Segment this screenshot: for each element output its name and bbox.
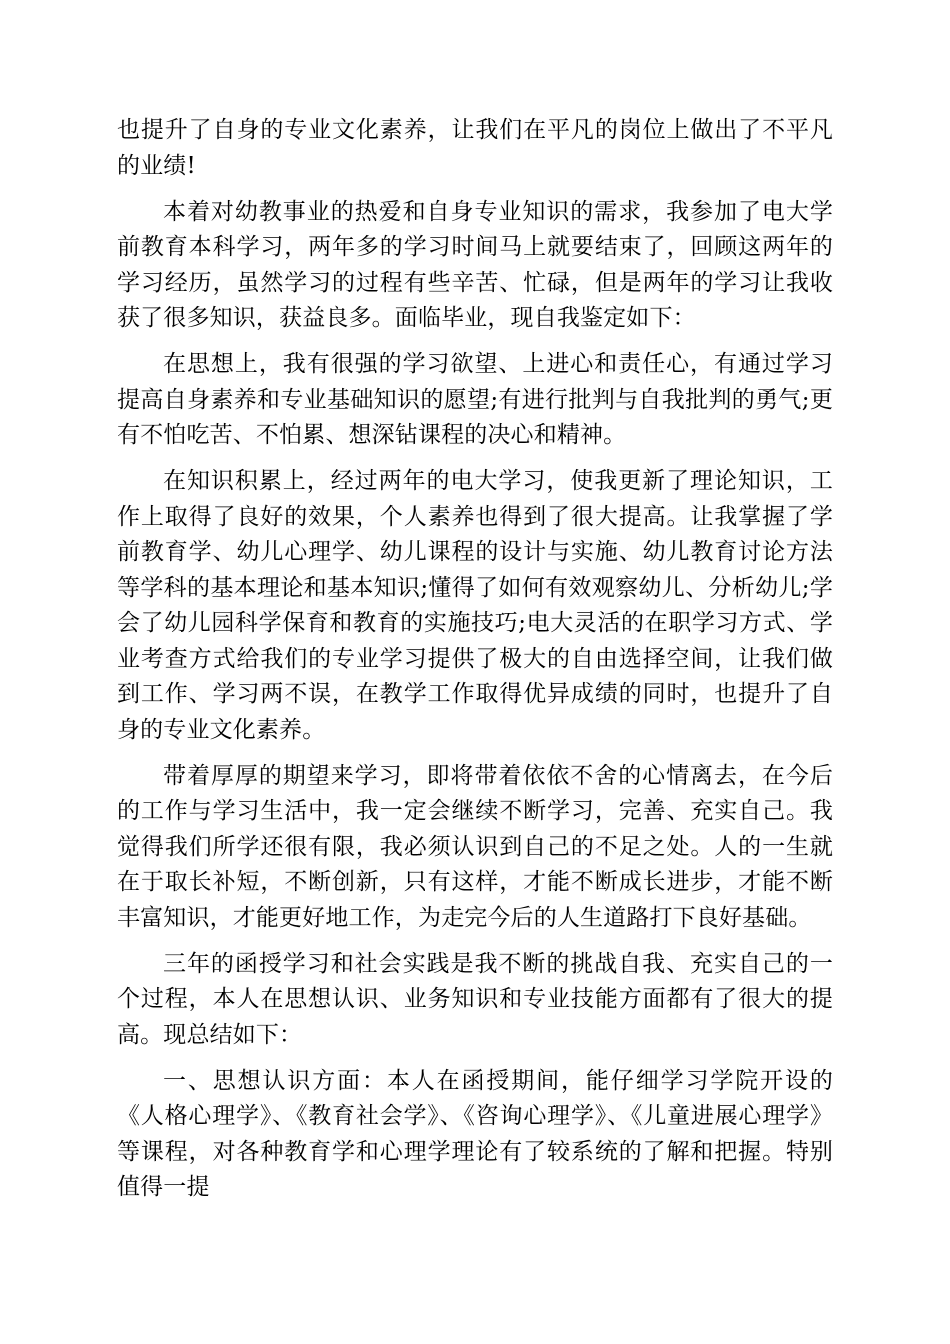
paragraph-continuation: 也提升了自身的专业文化素养，让我们在平凡的岗位上做出了不平凡的业绩! [117,117,833,179]
paragraph-thought: 在思想上，我有很强的学习欲望、上进心和责任心，有通过学习提高自身素养和专业基础知识的愿望;有进行批判与自我批判的勇气;更有不怕吃苦、不怕累、想深钻课程的决心和精神。 [117,351,833,448]
paragraph-knowledge: 在知识积累上，经过两年的电大学习，使我更新了理论知识，工作上取得了良好的效果，个人素养也得到了很大提高。让我掌握了学前教育学、幼儿心理学、幼儿课程的设计与实施、幼儿教育讨论方法等学科的基本理论和基本知识;懂得了如何有效观察幼儿、分析幼儿;学会了幼儿园科学保育和教育的实施技巧;电大灵活的在职学习方式、学业考查方式给我们的专业学习提供了极大的自由选择空间，让我们做到工作、学习两不误，在教学工作取得优异成绩的同时，也提升了自身的专业文化素养。 [117,468,833,743]
paragraph-intro: 本着对幼教事业的热爱和自身专业知识的需求，我参加了电大学前教育本科学习，两年多的学习时间马上就要结束了，回顾这两年的学习经历，虽然学习的过程有些辛苦、忙碌，但是两年的学习让我收获了很多知识，获益良多。面临毕业，现自我鉴定如下： [117,198,833,331]
document-page [117,113,833,1216]
paragraph-expectation: 带着厚厚的期望来学习，即将带着依依不舍的心情离去，在今后的工作与学习生活中，我一定会继续不断学习，完善、充实自己。我觉得我们所学还很有限，我必须认识到自己的不足之处。人的一生就在于取长补短，不断创新，只有这样，才能不断成长进步，才能不断丰富知识，才能更好地工作，为走完今后的人生道路打下良好基础。 [117,762,833,931]
paragraph-section-one: 一、思想认识方面：本人在函授期间，能仔细学习学院开设的《人格心理学》、《教育社会学》、《咨询心理学》、《儿童进展心理学》等课程，对各种教育学和心理学理论有了较系统的了解和把握。特别值得一提 [117,1067,833,1200]
paragraph-summary-intro: 三年的函授学习和社会实践是我不断的挑战自我、充实自己的一个过程，本人在思想认识、业务知识和专业技能方面都有了很大的提高。现总结如下： [117,950,833,1048]
